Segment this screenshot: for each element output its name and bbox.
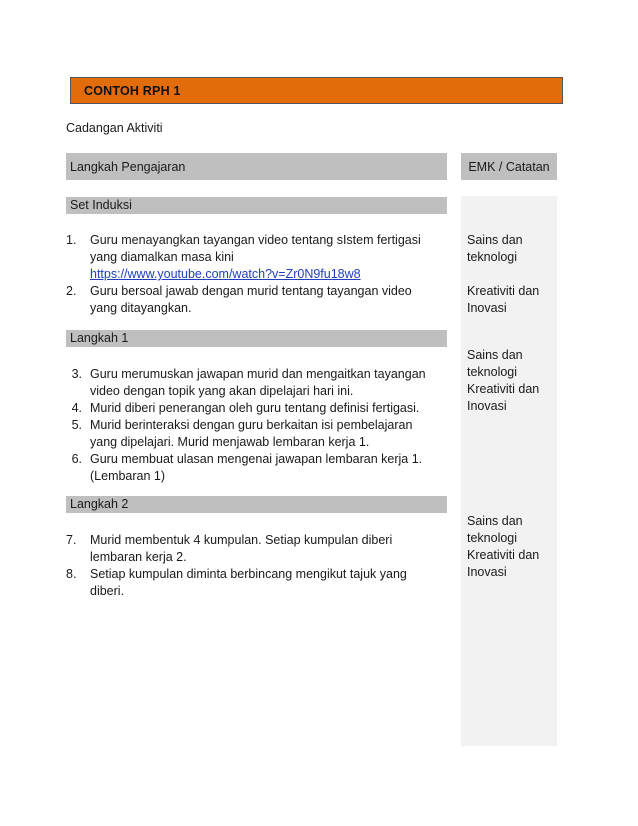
list-item	[66, 566, 446, 600]
item-text-line: Guru merumuskan jawapan murid dan mengaitkan tayangan	[90, 367, 426, 381]
emk-line: teknologi	[467, 250, 518, 264]
item-number: 4.	[71, 401, 82, 415]
item-number: 1.	[66, 233, 77, 247]
section-langkah-2: Langkah 2	[66, 496, 447, 513]
item-number: 6.	[71, 452, 82, 466]
youtube-link[interactable]: https://www.youtube.com/watch?v=Zr0N9fu18w8	[90, 267, 361, 281]
section-langkah-1: Langkah 1	[66, 330, 447, 347]
emk-line: Sains dan	[467, 514, 523, 528]
item-number: 8.	[66, 567, 77, 581]
item-text-line: Guru membuat ulasan mengenai jawapan lembaran kerja 1.	[90, 452, 423, 466]
header-emk-catatan: EMK / Catatan	[461, 153, 557, 180]
item-text-line: Murid membentuk 4 kumpulan. Setiap kumpulan diberi	[90, 533, 393, 547]
header-langkah-pengajaran: Langkah Pengajaran	[66, 153, 447, 180]
emk-line: teknologi	[467, 531, 518, 545]
list-item	[66, 283, 446, 317]
list-item	[66, 451, 446, 485]
item-text-line: (Lembaran 1)	[90, 469, 166, 483]
item-text-line: Murid diberi penerangan oleh guru tentang definisi fertigasi.	[90, 401, 420, 415]
emk-line: Inovasi	[467, 399, 507, 413]
item-text-line: Guru menayangkan tayangan video tentang sIstem fertigasi	[90, 233, 421, 247]
item-text-line: video dengan topik yang akan dipelajari hari ini.	[90, 384, 354, 398]
item-number: 2.	[66, 284, 77, 298]
emk-note	[467, 283, 555, 317]
item-number: 3.	[71, 367, 82, 381]
list-item	[66, 232, 446, 283]
emk-line: Inovasi	[467, 301, 507, 315]
emk-line: Kreativiti dan	[467, 284, 540, 298]
item-text-line: Guru bersoal jawab dengan murid tentang tayangan video	[90, 284, 412, 298]
item-text-line: lembaran kerja 2.	[90, 550, 187, 564]
emk-note	[467, 347, 555, 415]
item-number: 5.	[71, 418, 82, 432]
emk-line: Kreativiti dan	[467, 382, 540, 396]
item-text-line: yang ditayangkan.	[90, 301, 192, 315]
emk-line: Sains dan	[467, 348, 523, 362]
emk-column-background	[461, 196, 557, 746]
subtitle: Cadangan Aktiviti	[66, 121, 163, 135]
list-item	[66, 366, 446, 400]
item-text-line: diberi.	[90, 584, 125, 598]
emk-line: teknologi	[467, 365, 518, 379]
item-text-line: yang diamalkan masa kini	[90, 250, 234, 264]
item-text-line: Setiap kumpulan diminta berbincang mengikut tajuk yang	[90, 567, 407, 581]
emk-line: Inovasi	[467, 565, 507, 579]
emk-note	[467, 232, 555, 266]
emk-line: Kreativiti dan	[467, 548, 540, 562]
title-banner	[70, 77, 563, 104]
emk-note	[467, 513, 555, 581]
item-number: 7.	[66, 533, 77, 547]
list-item	[66, 400, 446, 417]
emk-line: Sains dan	[467, 233, 523, 247]
item-text-line: yang dipelajari. Murid menjawab lembaran kerja 1.	[90, 435, 370, 449]
item-text-line: Murid berinteraksi dengan guru berkaitan isi pembelajaran	[90, 418, 413, 432]
section-set-induksi: Set Induksi	[66, 197, 447, 214]
list-item	[66, 417, 446, 451]
list-item	[66, 532, 446, 566]
page-title: CONTOH RPH 1	[84, 83, 181, 98]
